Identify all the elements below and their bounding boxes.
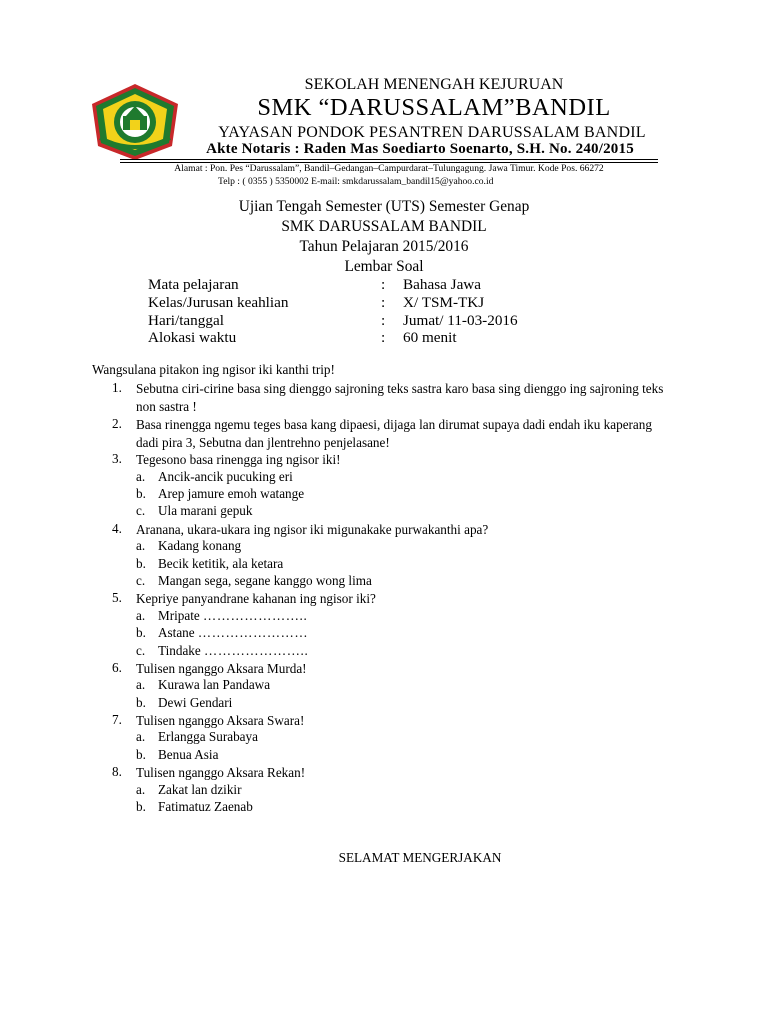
question-text: Basa rinengga ngemu teges basa kang dipaesi, dijaga lan dirumat supaya dadi endah iku kaperang dadi pira 3, Sebutna dan jlentrehno penjelasane! — [136, 417, 652, 450]
option-text: Benua Asia — [158, 747, 219, 762]
info-separator: : — [381, 276, 386, 293]
school-emblem-icon — [90, 82, 180, 162]
info-value: Jumat/ 11-03-2016 — [403, 312, 518, 329]
option-letter: b. — [136, 556, 146, 571]
info-separator: : — [381, 294, 386, 311]
option-letter: c. — [136, 573, 146, 588]
fill-in-blank: …………………… — [197, 625, 309, 640]
question-text: Tulisen nganggo Aksara Rekan! — [136, 765, 306, 780]
option-text: Becik ketitik, ala ketara — [158, 556, 284, 571]
option-letter: a. — [136, 608, 146, 623]
exam-year: Tahun Pelajaran 2015/2016 — [299, 238, 469, 255]
info-value: X/ TSM-TKJ — [403, 294, 485, 311]
option-text: Arep jamure emoh watange — [158, 486, 305, 501]
school-address: Alamat : Pon. Pes “Darussalam”, Bandil–Gedangan–Campurdarat–Tulungagung. Jawa Timur. Kode Pos. 66272 — [174, 163, 604, 174]
info-value: 60 menit — [403, 329, 457, 346]
option-letter: a. — [136, 469, 146, 484]
question-number: 4. — [112, 521, 122, 536]
option-text: Fatimatuz Zaenab — [158, 799, 253, 814]
info-label: Mata pelajaran — [148, 276, 239, 293]
option-text: Ula marani gepuk — [158, 503, 253, 518]
option-text: Erlangga Surabaya — [158, 729, 258, 744]
option-letter: a. — [136, 729, 146, 744]
info-separator: : — [381, 312, 386, 329]
option-letter: a. — [136, 677, 146, 692]
question-text: Sebutna ciri-cirine basa sing dienggo sajroning teks sastra karo basa sing dienggo ing sajroning teks non sastra ! — [136, 381, 664, 414]
fill-in-blank: ………………….. — [204, 643, 309, 658]
option-text: Mripate ………………….. — [158, 608, 308, 623]
option-letter: a. — [136, 538, 146, 553]
option-text: Zakat lan dzikir — [158, 782, 242, 797]
option-letter: b. — [136, 486, 146, 501]
school-type: SEKOLAH MENENGAH KEJURUAN — [304, 76, 564, 93]
option-text: Astane …………………… — [158, 625, 309, 640]
exam-school: SMK DARUSSALAM BANDIL — [281, 218, 487, 235]
exam-title: Ujian Tengah Semester (UTS) Semester Genap — [238, 198, 530, 215]
question-text: Aranana, ukara-ukara ing ngisor iki migunakake purwakanthi apa? — [136, 522, 489, 537]
question-text: Kepriye panyandrane kahanan ing ngisor iki? — [136, 591, 376, 606]
school-contact: Telp : ( 0355 ) 5350002 E-mail: smkdarussalam_bandil15@yahoo.co.id — [218, 176, 494, 187]
option-letter: a. — [136, 782, 146, 797]
question-text: Tulisen nganggo Aksara Swara! — [136, 713, 305, 728]
exam-sheet-label: Lembar Soal — [344, 258, 424, 275]
letterhead-divider — [120, 159, 658, 160]
fill-in-blank: ………………….. — [203, 608, 308, 623]
option-letter: b. — [136, 799, 146, 814]
info-separator: : — [381, 329, 386, 346]
option-text: Kurawa lan Pandawa — [158, 677, 271, 692]
question-number: 6. — [112, 660, 122, 675]
question-text: Tegesono basa rinengga ing ngisor iki! — [136, 452, 341, 467]
option-text: Mangan sega, segane kanggo wong lima — [158, 573, 372, 588]
question-number: 3. — [112, 451, 122, 466]
option-text: Ancik-ancik pucuking eri — [158, 469, 293, 484]
question-number: 5. — [112, 590, 122, 605]
option-text: Tindake ………………….. — [158, 643, 309, 658]
question-number: 8. — [112, 764, 122, 779]
option-text: Dewi Gendari — [158, 695, 233, 710]
info-value: Bahasa Jawa — [403, 276, 482, 293]
info-label: Hari/tanggal — [148, 312, 224, 329]
question-text: Tulisen nganggo Aksara Murda! — [136, 661, 307, 676]
closing-message: SELAMAT MENGERJAKAN — [338, 850, 502, 865]
option-letter: c. — [136, 503, 146, 518]
question-number: 1. — [112, 380, 122, 395]
question-number: 7. — [112, 712, 122, 727]
notary-deed: Akte Notaris : Raden Mas Soediarto Soenarto, S.H. No. 240/2015 — [206, 141, 634, 157]
option-letter: b. — [136, 625, 146, 640]
instruction-text: Wangsulana pitakon ing ngisor iki kanthi trip! — [92, 362, 335, 377]
info-label: Alokasi waktu — [148, 329, 237, 346]
school-name: SMK “DARUSSALAM”BANDIL — [257, 94, 611, 121]
foundation-name: YAYASAN PONDOK PESANTREN DARUSSALAM BANDIL — [218, 124, 646, 141]
info-label: Kelas/Jurusan keahlian — [148, 294, 289, 311]
option-letter: b. — [136, 695, 146, 710]
option-text: Kadang konang — [158, 538, 242, 553]
option-letter: c. — [136, 643, 146, 658]
question-number: 2. — [112, 416, 122, 431]
option-letter: b. — [136, 747, 146, 762]
